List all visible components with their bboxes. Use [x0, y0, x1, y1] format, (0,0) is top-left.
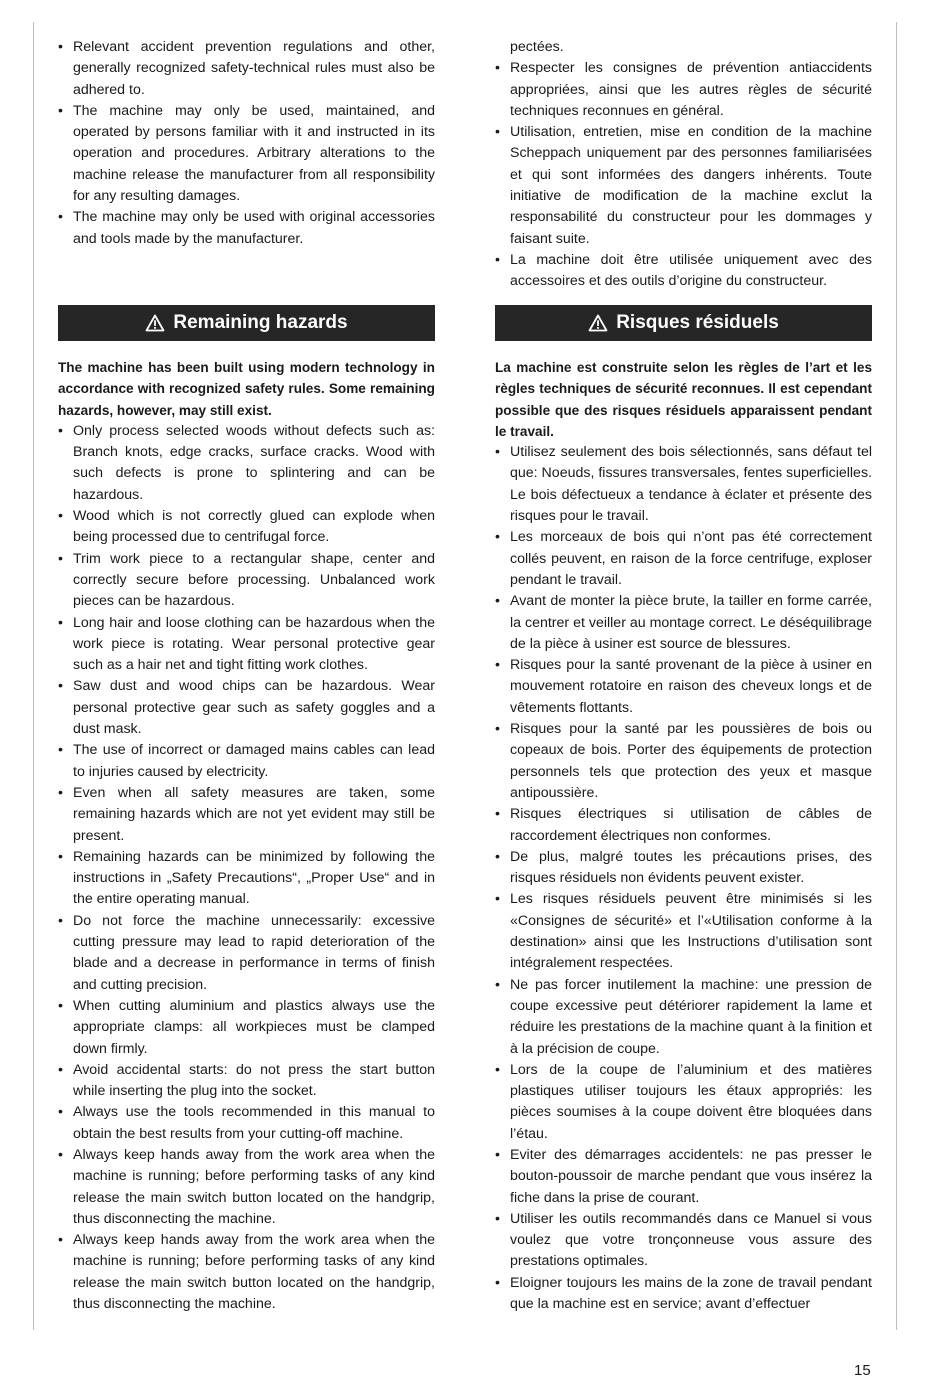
- list-item: • Risques pour la santé par les poussières de bois ou copeaux de bois. Porter des équipements de protection personnels tels que protection des yeux et masque antipoussière.: [495, 719, 872, 804]
- list-item: • Long hair and loose clothing can be hazardous when the work piece is rotating. Wear personal protective gear such as a hair net and tight fitting work clothes.: [58, 613, 435, 677]
- list-item: • Respecter les consignes de prévention antiaccidents appropriées, ainsi que les autres règles de sécurité techniques reconnues en général.: [495, 58, 872, 122]
- list-item: • Always keep hands away from the work area when the machine is running; before performing tasks of any kind release the main switch button located on the handgrip, thus disconnecting the machine.: [58, 1230, 435, 1315]
- remaining-hazards-heading: [58, 305, 435, 341]
- section-intro: The machine has been built using modern technology in accordance with recognized safety rules. Some remaining hazards, however, may still exist.: [58, 360, 435, 418]
- warning-triangle-icon: [588, 314, 608, 332]
- section-intro: La machine est construite selon les règles de l’art et les règles techniques de sécurité reconnues. Il est cependant possible que des risques résiduels apparaissent pendant le travail.: [495, 360, 872, 439]
- list-item: • Utiliser les outils recommandés dans ce Manuel si vous voulez que votre tronçonneuse vous assure des prestations optimales.: [495, 1209, 872, 1273]
- list-item: • Remaining hazards can be minimized by following the instructions in „Safety Precautions“, „Proper Use“ and in the entire operating manual.: [58, 847, 435, 911]
- list-item: • Wood which is not correctly glued can explode when being processed due to centrifugal force.: [58, 506, 435, 549]
- list-item: • Eloigner toujours les mains de la zone de travail pendant que la machine est en service; avant d’effectuer: [495, 1273, 872, 1316]
- continued-text: pectées.: [510, 39, 564, 55]
- list-item: • The use of incorrect or damaged mains cables can lead to injuries caused by electricity.: [58, 740, 435, 783]
- english-hazards-list: [58, 421, 435, 1315]
- list-item: • Always use the tools recommended in this manual to obtain the best results from your cutting-off machine.: [58, 1102, 435, 1145]
- list-item: • Ne pas forcer inutilement la machine: une pression de coupe excessive peut détériorer rapidement la lame et réduire les prestations de la machine quant à la finition et à la précision de coupe.: [495, 975, 872, 1060]
- heading-title: Remaining hazards: [173, 312, 348, 333]
- list-item: • Avant de monter la pièce brute, la tailler en forme carrée, la centrer et veiller au montage correct. Le déséquilibrage de la pièce à usiner est source de blessures.: [495, 591, 872, 655]
- list-item: • Even when all safety measures are taken, some remaining hazards which are not yet evident may still be present.: [58, 783, 435, 847]
- page-number: 15: [854, 1362, 871, 1379]
- list-item: • Utilisez seulement des bois sélectionnés, sans défaut tel que: Noeuds, fissures transversales, fentes superficielles. Le bois défectueux a tendance à éclater et présente des risques pour le travail.: [495, 442, 872, 527]
- list-item: • Do not force the machine unnecessarily: excessive cutting pressure may lead to rapid deterioration of the blade and a decrease in performance in terms of finish and cutting precision.: [58, 911, 435, 996]
- list-item: • The machine may only be used, maintained, and operated by persons familiar with it and instructed in its operation and procedures. Arbitrary alterations to the machine release the manufacturer from all responsibility for any resulting damages.: [58, 101, 435, 207]
- top-french-column: [495, 37, 872, 293]
- list-item: • De plus, malgré toutes les précautions prises, des risques résiduels non évidents peuvent exister.: [495, 847, 872, 890]
- list-item: • Relevant accident prevention regulations and other, generally recognized safety-technical rules must also be adhered to.: [58, 37, 435, 101]
- list-item: • Utilisation, entretien, mise en condition de la machine Scheppach uniquement par des personnes familiarisées et qui sont informées des dangers inhérents. Toute initiative de modification de la machine exclut la responsabilité du constructeur pour les dommages y faisant suite.: [495, 122, 872, 250]
- list-item: • Saw dust and wood chips can be hazardous. Wear personal protective gear such as safety goggles and a dust mask.: [58, 676, 435, 740]
- list-item: • Only process selected woods without defects such as: Branch knots, edge cracks, surface cracks. Wood with such defects is prone to splintering and can be hazardous.: [58, 421, 435, 506]
- risques-residuels-heading: [495, 305, 872, 341]
- list-item: • Lors de la coupe de l’aluminium et des matières plastiques utiliser toujours les étaux appropriés: les pièces soumises à la coupe doivent être bloquées dans l’étau.: [495, 1060, 872, 1145]
- list-item: • Risques électriques si utilisation de câbles de raccordement électriques non conformes.: [495, 804, 872, 847]
- left-margin-rule: [33, 22, 34, 1330]
- list-item: • Risques pour la santé provenant de la pièce à usiner en mouvement rotatoire en raison des cheveux longs et de vêtements flottants.: [495, 655, 872, 719]
- list-item: • Avoid accidental starts: do not press the start button while inserting the plug into the socket.: [58, 1060, 435, 1103]
- french-hazards-list: [495, 442, 872, 1315]
- list-item: • Les morceaux de bois qui n’ont pas été correctement collés peuvent, en raison de la force centrifuge, exploser pendant le travail.: [495, 527, 872, 591]
- heading-title: Risques résiduels: [616, 312, 779, 333]
- list-item: • Always keep hands away from the work area when the machine is running; before performing tasks of any kind release the main switch button located on the handgrip, thus disconnecting the machine.: [58, 1145, 435, 1230]
- warning-triangle-icon: [145, 314, 165, 332]
- english-hazards-section: [58, 357, 435, 1315]
- list-item: • Les risques résiduels peuvent être minimisés si les «Consignes de sécurité» et l’«Utilisation conforme à la destination» ainsi que les Instructions d’utilisation sont intégralement respectées.: [495, 889, 872, 974]
- list-item: • When cutting aluminium and plastics always use the appropriate clamps: all workpieces must be clamped down firmly.: [58, 996, 435, 1060]
- list-item: • The machine may only be used with original accessories and tools made by the manufacturer.: [58, 207, 435, 250]
- list-item: • Eviter des démarrages accidentels: ne pas presser le bouton-poussoir de marche pendant que vous insérez la fiche dans la prise de courant.: [495, 1145, 872, 1209]
- list-item: • La machine doit être utilisée uniquement avec des accessoires et des outils d’origine du constructeur.: [495, 250, 872, 293]
- top-french-list: [495, 58, 872, 292]
- list-item: • Trim work piece to a rectangular shape, center and correctly secure before processing. Unbalanced work pieces can be hazardous.: [58, 549, 435, 613]
- top-english-column: [58, 37, 435, 250]
- right-margin-rule: [896, 22, 897, 1330]
- french-hazards-section: [495, 357, 872, 1315]
- top-english-list: [58, 37, 435, 250]
